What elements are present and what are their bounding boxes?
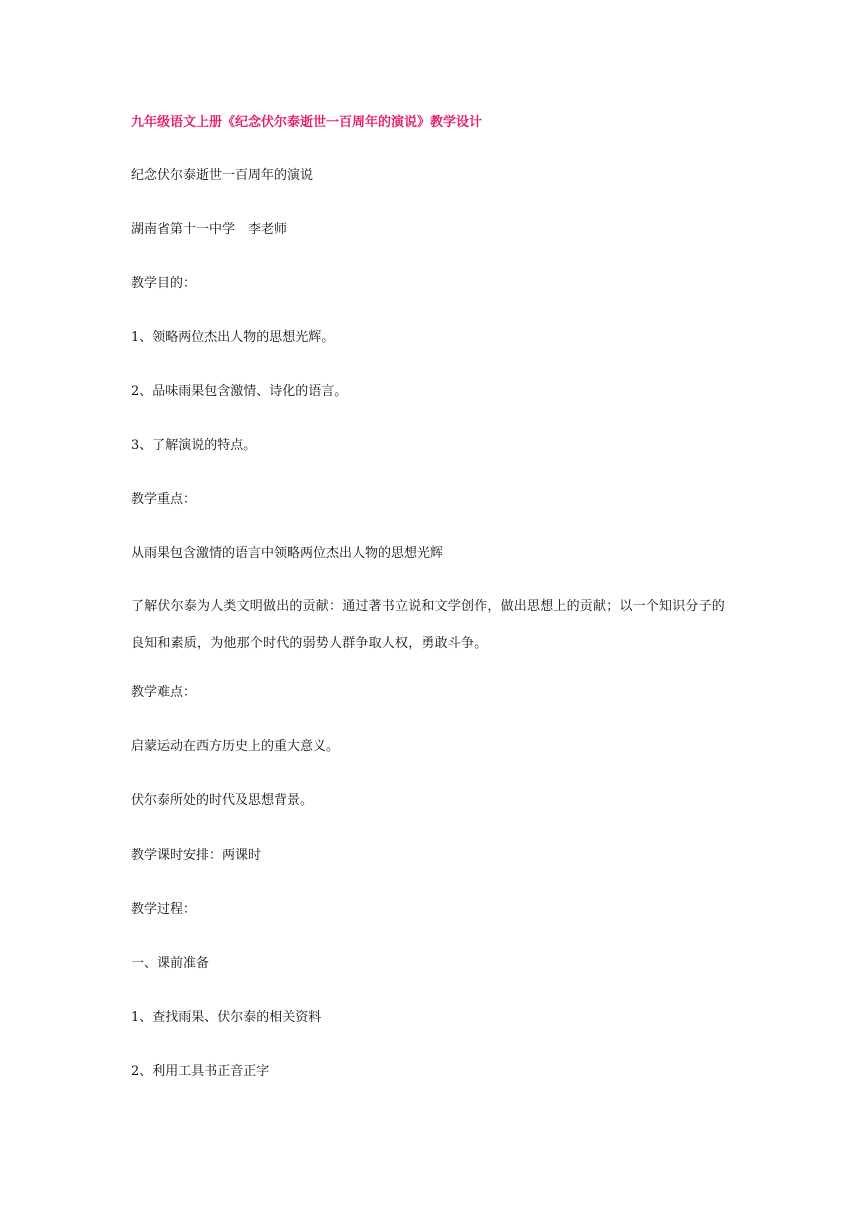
process-heading: 教学过程： <box>131 902 197 917</box>
difficult-heading: 教学难点： <box>131 685 197 700</box>
author-line: 湖南省第十一中学 李老师 <box>131 222 288 237</box>
difficult-point: 启蒙运动在西方历史上的重大意义。 <box>131 739 340 754</box>
schedule-line: 教学课时安排：两课时 <box>131 848 262 863</box>
section-heading: 一、课前准备 <box>131 956 210 971</box>
key-point: 从雨果包含激情的语言中领略两位杰出人物的思想光辉 <box>131 546 444 561</box>
goals-heading: 教学目的： <box>131 276 197 291</box>
key-point-paragraph: 了解伏尔泰为人类文明做出的贡献：通过著书立说和文学创作，做出思想上的贡献；以一个知识分子的良知和素质，为他那个时代的弱势人群争取人权，勇敢斗争。 <box>131 599 726 651</box>
article-title: 纪念伏尔泰逝世一百周年的演说 <box>131 168 314 183</box>
difficult-point: 伏尔泰所处的时代及思想背景。 <box>131 793 314 808</box>
prep-item: 1、查找雨果、伏尔泰的相关资料 <box>131 1010 322 1025</box>
goal-item: 3、了解演说的特点。 <box>131 438 257 453</box>
prep-item: 2、利用工具书正音正字 <box>131 1064 270 1079</box>
document-title: 九年级语文上册《纪念伏尔泰逝世一百周年的演说》教学设计 <box>131 115 483 130</box>
goal-item: 1、领略两位杰出人物的思想光辉。 <box>131 330 335 345</box>
key-heading: 教学重点： <box>131 492 197 507</box>
goal-item: 2、品味雨果包含激情、诗化的语言。 <box>131 384 348 399</box>
